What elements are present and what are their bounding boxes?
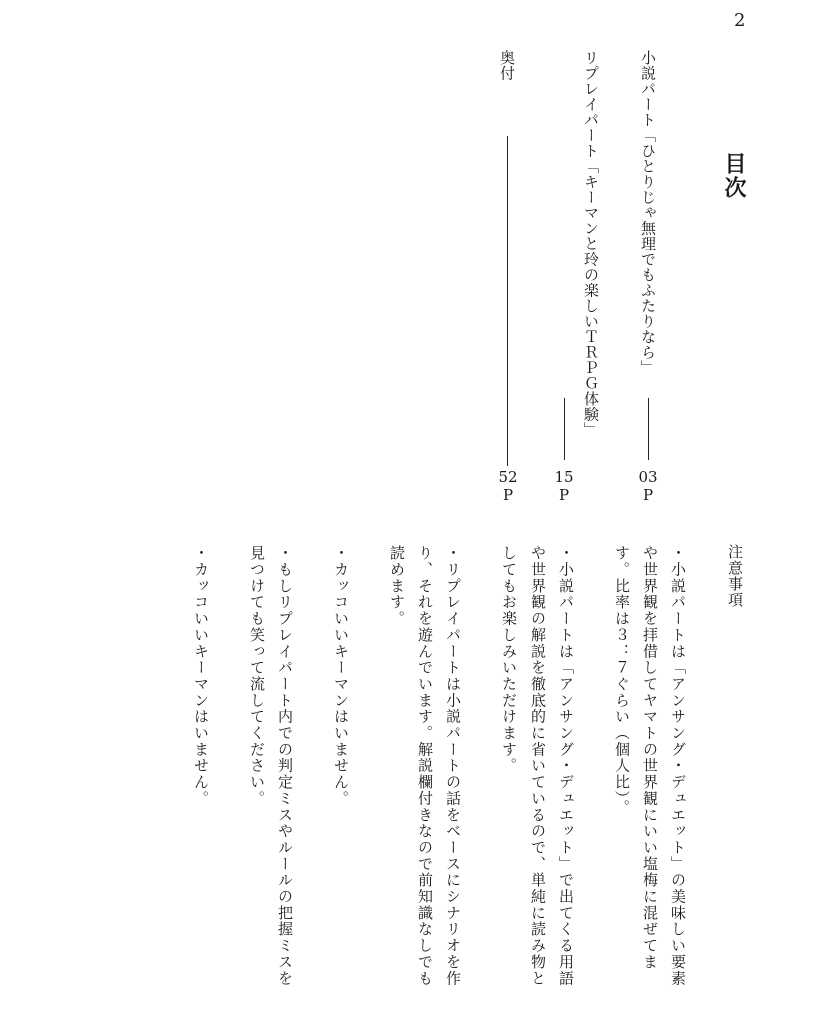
toc-page-number: 52 (498, 468, 518, 486)
toc-page-ref (549, 468, 579, 504)
note-line: ・小説パートは「アンサング・デュエット」の美味しい要素 (669, 545, 687, 987)
note-line: ・カッコいいキーマンはいません。 (192, 545, 210, 807)
note-line: ・リプレイパートは小説パートの話をベースにシナリオを作 (444, 545, 462, 987)
toc-entry-novel: 小説パート「ひとりじゃ無理でもふたりなら」 (639, 50, 657, 376)
toc-page-ref (493, 468, 523, 504)
note-line: 見つけても笑って流してください。 (248, 545, 266, 807)
note-line: す。比率は３：７ぐらい（個人比）。 (613, 545, 631, 816)
note-line: や世界観の解説を徹底的に省いているので、単純に読み物と (529, 545, 547, 987)
toc-page-number: 03 (638, 468, 658, 486)
note-line: や世界観を拝借してヤマトの世界観にいい塩梅に混ぜてま (641, 545, 659, 971)
note-line: ・もしリプレイパート内での判定ミスやルールの把握ミスを (276, 545, 294, 987)
note-line: り、それを遊んでいます。解説欄付きなので前知識なしでも (416, 545, 434, 987)
toc-leader-line (507, 136, 508, 466)
toc-leader-line (564, 398, 565, 460)
note-line: ・カッコいいキーマンはいません。 (332, 545, 350, 807)
note-line: してもお楽しみいただけます。 (500, 545, 518, 774)
toc-title: 目次 (721, 152, 746, 200)
toc-leader-line (648, 398, 649, 460)
note-line: ・小説パートは「アンサング・デュエット」で出てくる用語 (557, 545, 575, 987)
toc-page-ref (633, 468, 663, 504)
page-number: 2 (734, 10, 746, 31)
toc-page-suffix: P (642, 486, 654, 504)
toc-page-suffix: P (558, 486, 570, 504)
toc-page-number: 15 (554, 468, 574, 486)
toc-entry-replay: リプレイパート「キーマンと玲の楽しいＴＲＰＧ体験」 (582, 50, 600, 438)
note-line: 読めます。 (388, 545, 406, 627)
toc-page-suffix: P (502, 486, 514, 504)
notes-heading: 注意事項 (726, 544, 744, 608)
toc-entry-colophon: 奥付 (498, 50, 516, 81)
